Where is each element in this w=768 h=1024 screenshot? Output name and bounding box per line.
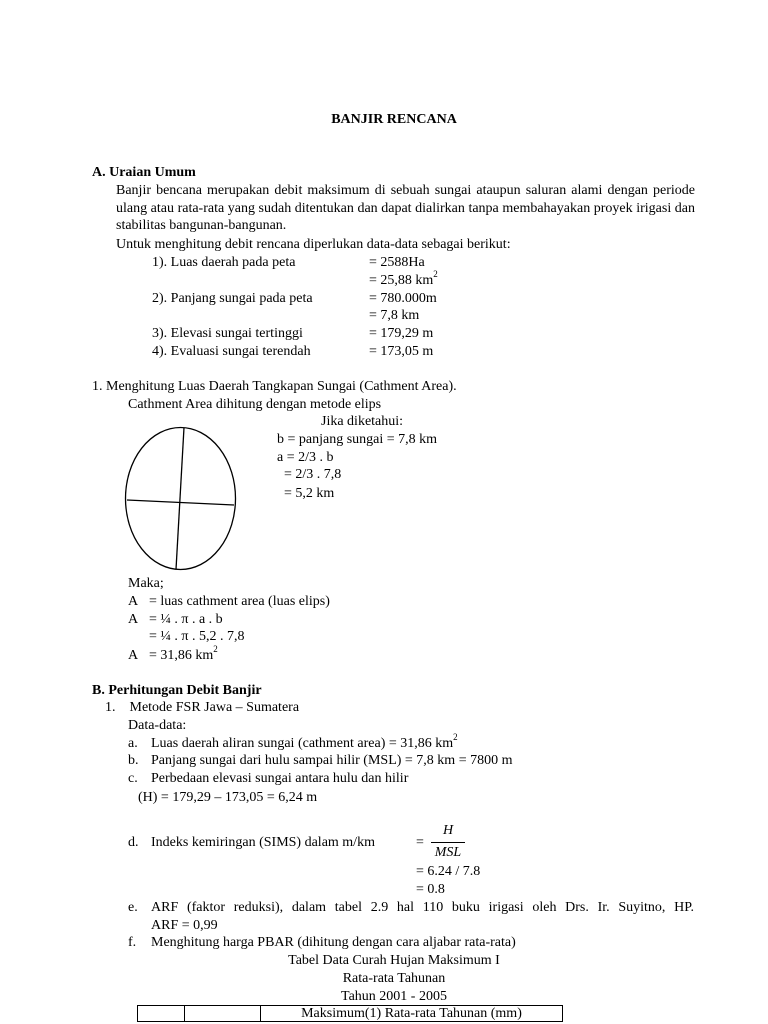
list-marker: d.	[128, 835, 139, 850]
list-item: Perbedaan elevasi sungai antara hulu dan hilir	[151, 771, 409, 786]
list-item: Luas daerah aliran sungai (cathment area) = 31,86 $km^2$	[151, 732, 458, 751]
data-item-label: 2). Panjang sungai pada peta	[152, 291, 313, 306]
section-a-heading: A. Uraian Umum	[92, 165, 196, 180]
data-label: Data-data:	[128, 718, 187, 733]
list-item: Panjang sungai dari hulu sampai hilir (MSL) = 7,8 km = 7800 m	[151, 753, 513, 768]
calc-rhs: = luas cathment area (luas elips)	[149, 594, 330, 609]
fraction-denominator: MSL	[434, 845, 462, 860]
list-item: Indeks kemiringan (SIMS) dalam m/km	[151, 835, 375, 850]
result-line: = 0.8	[416, 882, 445, 897]
data-item-value: = 179,29 m	[369, 326, 434, 341]
list-item-continuation: (H) = 179,29 – 173,05 = 6,24 m	[138, 790, 318, 805]
rainfall-table	[137, 1005, 563, 1022]
list-marker: a.	[128, 736, 138, 751]
ellipse-diagram	[124, 426, 238, 572]
data-item-label: 1). Luas daerah pada peta	[152, 255, 296, 270]
ellipse-axis-vertical	[176, 428, 184, 570]
section-a-intro: Untuk menghitung debit rencana diperlukan data-data sebagai berikut:	[116, 237, 511, 252]
calc-lhs: A	[128, 648, 139, 663]
list-marker: e.	[128, 900, 138, 915]
section-b-heading: B. Perhitungan Debit Banjir	[92, 683, 262, 698]
section-1-heading: 1. Menghitung Luas Daerah Tangkapan Sungai (Cathment Area).	[92, 379, 457, 394]
known-line: = 5,2 km	[284, 486, 335, 501]
known-line: = 2/3 . 7,8	[284, 467, 342, 482]
list-marker: f.	[128, 935, 137, 950]
table-caption: Tabel Data Curah Hujan Maksimum I	[288, 953, 500, 968]
data-item-value: = 780.000m	[369, 291, 437, 306]
table-header-cell: Maksimum(1) Rata-rata Tahunan (mm)	[261, 1006, 563, 1022]
data-item-label: 4). Evaluasi sungai terendah	[152, 344, 311, 359]
calc-lhs: A	[128, 594, 139, 609]
list-item: Menghitung harga PBAR (dihitung dengan cara aljabar rata-rata)	[151, 935, 516, 950]
calc-rhs: = 31,86 $km^2$	[149, 644, 218, 663]
fraction-numerator: H	[442, 823, 454, 838]
data-item-value: = 2588Ha	[369, 255, 425, 270]
fraction-bar	[431, 842, 465, 843]
list-item: ARF (faktor reduksi), dalam tabel 2.9 hal 110 buku irigasi oleh Drs. Ir. Suyitno, HP.	[151, 900, 694, 915]
data-item-label: 3). Elevasi sungai tertinggi	[152, 326, 303, 341]
data-item-value: = 7,8 km	[369, 308, 420, 323]
equals-sign: =	[416, 835, 424, 850]
list-marker: b.	[128, 753, 139, 768]
result-line: = 6.24 / 7.8	[416, 864, 481, 879]
calc-rhs: = ¼ . π . a . b	[149, 612, 223, 627]
method-title: 1. Metode FSR Jawa – Sumatera	[105, 700, 300, 715]
section-a-paragraph: Banjir bencana merupakan debit maksimum di sebuah sungai ataupun saluran alami dengan periode ulang atau rata-rata yang sudah ditentukan dan dapat dialirkan tanpa membahayakan proyek irigasi dan stabilitas bangunan-bangunan.	[116, 183, 695, 233]
section-1-subheading: Cathment Area dihitung dengan metode elips	[128, 397, 382, 412]
table-header-row	[138, 1006, 563, 1022]
page-title: BANJIR RENCANA	[331, 112, 457, 127]
calc-rhs: = ¼ . π . 5,2 . 7,8	[149, 629, 245, 644]
known-title: Jika diketahui:	[321, 414, 404, 429]
known-line: a = 2/3 . b	[277, 450, 334, 465]
table-header-cell	[138, 1006, 185, 1022]
list-marker: c.	[128, 771, 138, 786]
table-caption: Rata-rata Tahunan	[342, 971, 446, 986]
list-item-continuation: ARF = 0,99	[151, 918, 218, 933]
maka-label: Maka;	[128, 576, 164, 591]
known-line: b = panjang sungai = 7,8 km	[277, 432, 438, 447]
calc-lhs: A	[128, 612, 139, 627]
table-caption: Tahun 2001 - 2005	[341, 989, 447, 1004]
data-item-value: = 173,05 m	[369, 344, 434, 359]
table-header-cell	[185, 1006, 261, 1022]
data-item-value: = 25,88 $km^2$	[369, 269, 438, 288]
